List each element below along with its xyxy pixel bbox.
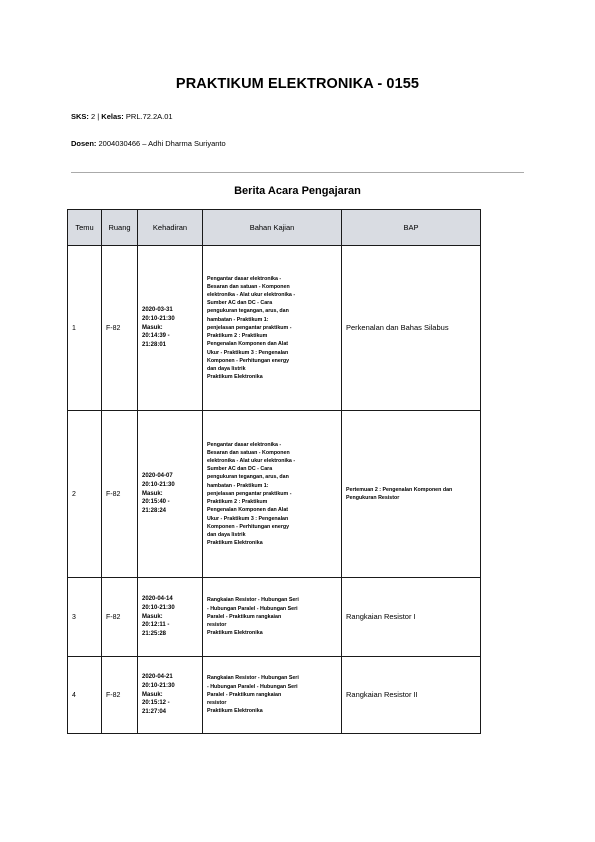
cell-bahan-kajian: Rangkaian Resistor - Hubungan Seri - Hubungan Paralel - Hubungan Seri Paralel - Praktikum rangkaian resistor Praktikum Elektronika (203, 657, 342, 734)
cell-temu: 1 (68, 246, 102, 411)
dosen-label: Dosen: (71, 139, 97, 148)
divider (71, 172, 524, 173)
cell-kehadiran: 2020-04-14 20:10-21:30 Masuk: 20:12:11 - 21:25:28 (138, 578, 203, 657)
cell-bap: Pertemuan 2 : Pengenalan Komponen dan Pengukuran Resistor (342, 411, 481, 578)
col-header-bahan-kajian: Bahan Kajian (203, 210, 342, 246)
sks-label: SKS: (71, 112, 89, 121)
cell-temu: 3 (68, 578, 102, 657)
page-title: PRAKTIKUM ELEKTRONIKA - 0155 (175, 76, 420, 92)
cell-ruang: F-82 (102, 411, 138, 578)
cell-kehadiran: 2020-04-07 20:10-21:30 Masuk: 20:15:40 - 21:28:24 (138, 411, 203, 578)
table-row (68, 578, 481, 657)
dosen-line (71, 139, 226, 148)
cell-ruang: F-82 (102, 246, 138, 411)
sks-kelas-line (71, 112, 173, 121)
table-header-row (68, 210, 481, 246)
col-header-bap: BAP (342, 210, 481, 246)
cell-temu: 4 (68, 657, 102, 734)
cell-bap: Rangkaian Resistor I (342, 578, 481, 657)
cell-bahan-kajian: Pengantar dasar elektronika - Besaran dan satuan - Komponen elektronika - Alat ukur elektronika - Sumber AC dan DC - Cara pengukuran tegangan, arus, dan hambatan - Praktikum 1: penjelasan pengantar praktikum - Praktikum 2 : Praktikum Pengenalan Komponen dan Alat Ukur - Praktikum 3 : Pengenalan Komponen - Perhitungan energy dan daya listrik Praktikum Elektronika (203, 411, 342, 578)
sks-value: 2 | (88, 112, 102, 121)
cell-temu: 2 (68, 411, 102, 578)
cell-bahan-kajian: Pengantar dasar elektronika - Besaran dan satuan - Komponen elektronika - Alat ukur elektronika - Sumber AC dan DC - Cara pengukuran tegangan, arus, dan hambatan - Praktikum 1: penjelasan pengantar praktikum - Praktikum 2 : Praktikum Pengenalan Komponen dan Alat Ukur - Praktikum 3 : Pengenalan Komponen - Perhitungan energy dan daya listrik Praktikum Elektronika (203, 246, 342, 411)
cell-bahan-kajian: Rangkaian Resistor - Hubungan Seri - Hubungan Paralel - Hubungan Seri Paralel - Praktikum rangkaian resistor Praktikum Elektronika (203, 578, 342, 657)
kelas-label: Kelas: (101, 112, 124, 121)
cell-bap: Perkenalan dan Bahas Silabus (342, 246, 481, 411)
table-row (68, 246, 481, 411)
cell-kehadiran: 2020-03-31 20:10-21:30 Masuk: 20:14:39 - 21:28:01 (138, 246, 203, 411)
cell-bap: Rangkaian Resistor II (342, 657, 481, 734)
kelas-value: PRL.72.2A.01 (123, 112, 173, 121)
cell-kehadiran: 2020-04-21 20:10-21:30 Masuk: 20:15:12 - 21:27:04 (138, 657, 203, 734)
cell-ruang: F-82 (102, 578, 138, 657)
dosen-value: 2004030466 – Adhi Dharma Suriyanto (96, 139, 226, 148)
table-row (68, 657, 481, 734)
col-header-ruang: Ruang (102, 210, 138, 246)
section-title: Berita Acara Pengajaran (234, 185, 361, 197)
col-header-kehadiran: Kehadiran (138, 210, 203, 246)
col-header-temu: Temu (68, 210, 102, 246)
table-row (68, 411, 481, 578)
bap-table (67, 209, 481, 734)
cell-ruang: F-82 (102, 657, 138, 734)
